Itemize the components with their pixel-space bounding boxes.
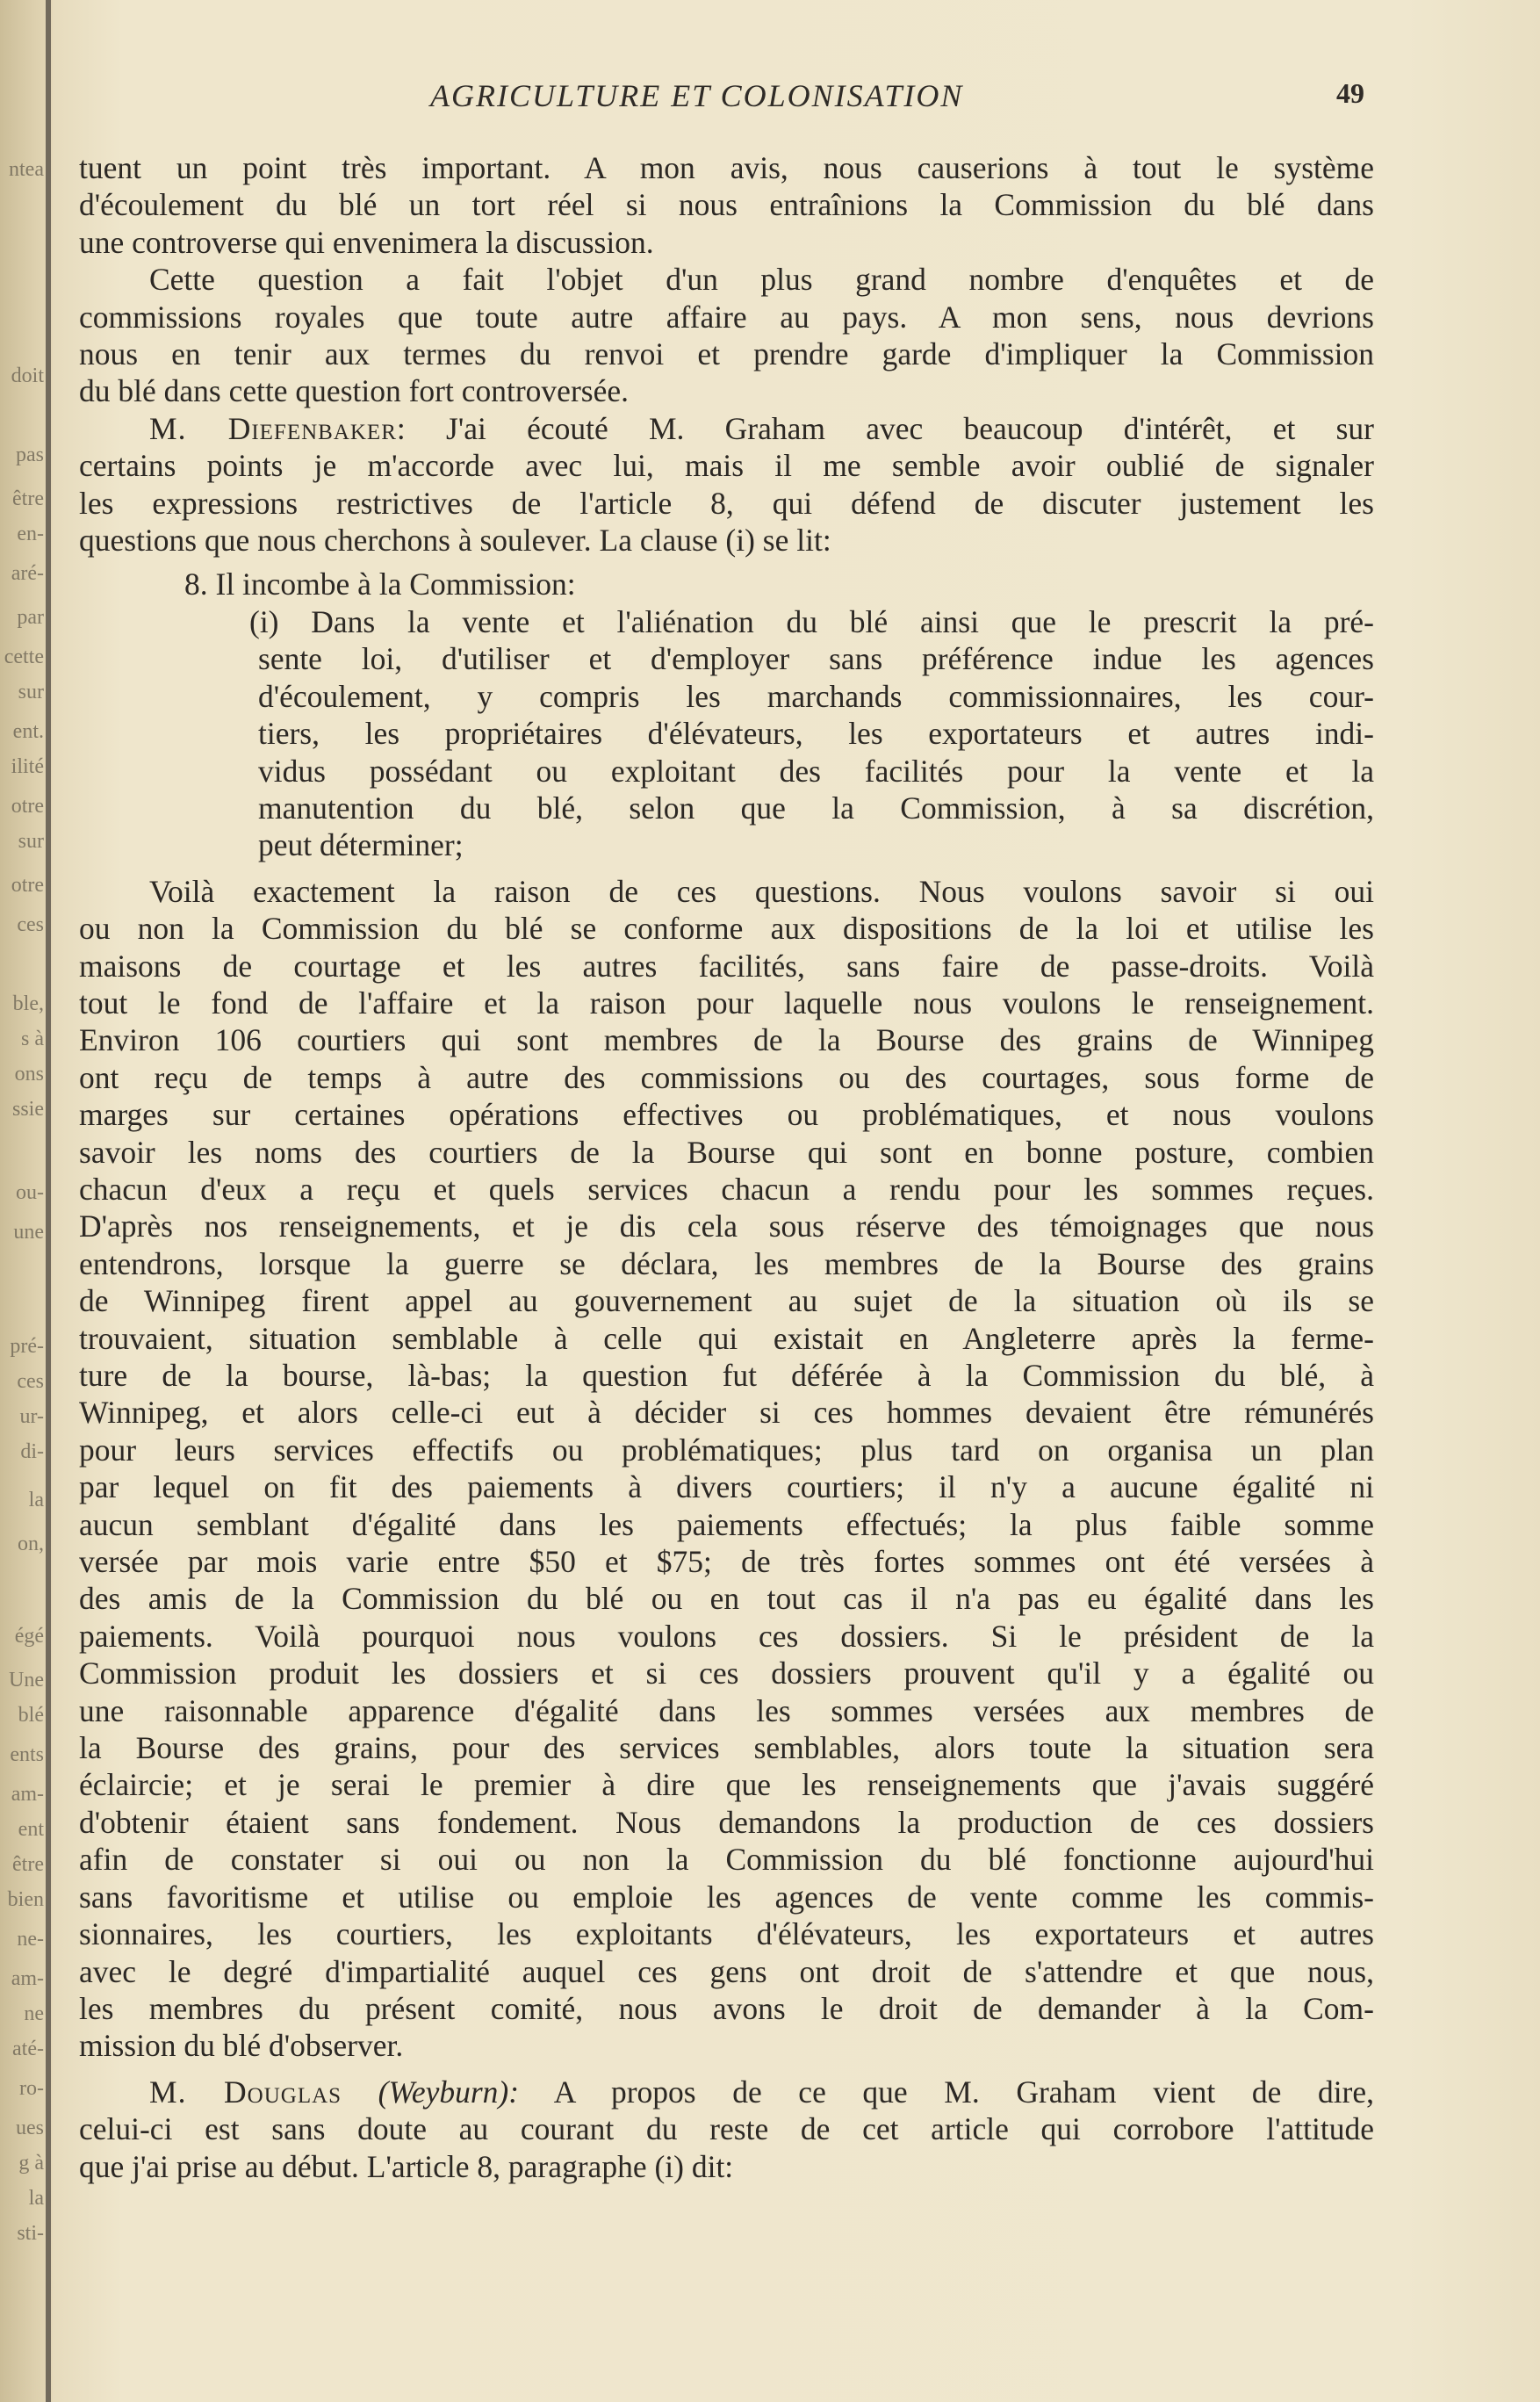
margin-bleed-fragment: égé: [14, 1625, 44, 1648]
paragraph-line: peut déterminer;: [258, 827, 464, 863]
paragraph-line: Voilà exactement la raison de ces questions. Nous voulons savoir si oui: [149, 873, 1374, 909]
margin-bleed-fragment: bien: [7, 1888, 44, 1911]
paragraph-line: D'après nos renseignements, et je dis cela sous réserve des témoignages que nous: [79, 1208, 1374, 1244]
margin-bleed-fragment: ents: [10, 1743, 44, 1766]
margin-bleed-fragment: am-: [11, 1967, 44, 1990]
margin-bleed-fragment: cette: [4, 646, 44, 668]
margin-bleed-fragment: ble,: [12, 992, 44, 1015]
paragraph-line: trouvaient, situation semblable à celle qui existait en Angleterre après la ferme-: [79, 1320, 1374, 1356]
paragraph-line: chacun d'eux a reçu et quels services chacun a rendu pour les sommes reçues.: [79, 1171, 1374, 1207]
margin-bleed-fragment: en-: [17, 523, 44, 545]
paragraph-line: de Winnipeg firent appel au gouvernement au sujet de la situation où ils se: [79, 1283, 1374, 1319]
paragraph-line: avec le degré d'impartialité auquel ces gens ont droit de s'attendre et que nous,: [79, 1953, 1374, 1989]
paragraph-line: par lequel on fit des paiements à divers courtiers; il n'y a aucune égalité ni: [79, 1469, 1374, 1505]
paragraph-line: commissions royales que toute autre affaire au pays. A mon sens, nous devrions: [79, 299, 1374, 335]
paragraph-line: tuent un point très important. A mon avis, nous causerions à tout le système: [79, 150, 1374, 185]
margin-bleed-fragment: otre: [11, 795, 44, 818]
paragraph-line: du blé dans cette question fort controversée.: [79, 373, 629, 409]
page-number: 49: [1336, 77, 1364, 109]
speaker-name: M. Diefenbaker: [149, 410, 397, 446]
paragraph-line: éclaircie; et je serai le premier à dire que les renseignements que j'avais suggéré: [79, 1767, 1374, 1803]
speaker-riding: (Weyburn):: [342, 2074, 520, 2110]
margin-bleed-fragment: être: [12, 487, 44, 510]
paragraph-line: nous en tenir aux termes du renvoi et prendre garde d'impliquer la Commission: [79, 336, 1374, 372]
margin-bleed-fragment: Une: [9, 1669, 44, 1691]
paragraph-line: [79, 410, 1374, 447]
header-title: AGRICULTURE ET COLONISATION: [430, 78, 964, 113]
paragraph-line: une controverse qui envenimera la discussion.: [79, 224, 654, 260]
speech-text: A propos de ce que M. Graham vient de dire,: [519, 2074, 1375, 2110]
margin-bleed-fragment: ent.: [12, 720, 44, 743]
paragraph-line: d'écoulement, y compris les marchands commissionnaires, les cour-: [258, 678, 1374, 714]
paragraph-line: ou non la Commission du blé se conforme aux dispositions de la loi et utilise les: [79, 911, 1374, 947]
paragraph-line: tout le fond de l'affaire et la raison pour laquelle nous voulons le renseignement.: [79, 985, 1374, 1021]
paragraph-line: vidus possédant ou exploitant des facilités pour la vente et la: [258, 753, 1374, 789]
paragraph-line: aucun semblant d'égalité dans les paiements effectués; la plus faible somme: [79, 1506, 1374, 1542]
paragraph-line: entendrons, lorsque la guerre se déclara, les membres de la Bourse des grains: [79, 1245, 1374, 1281]
paragraph-1: [79, 149, 1374, 261]
margin-bleed-fragment: par: [17, 606, 44, 629]
paragraph-line: marges sur certaines opérations effectives ou problématiques, et nous voulons: [79, 1097, 1374, 1133]
margin-bleed-fragment: aré-: [11, 562, 44, 585]
paragraph-line: sans favoritisme et utilise ou emploie les agences de vente comme les commis-: [79, 1879, 1374, 1915]
paragraph-line: pour leurs services effectifs ou problématiques; plus tard on organisa un plan: [79, 1432, 1374, 1468]
margin-bleed-fragment: g à: [18, 2152, 44, 2175]
margin-bleed-fragment: ces: [17, 1370, 44, 1393]
paragraph-5: [79, 2074, 1374, 2185]
margin-bleed-fragment: ou-: [16, 1181, 44, 1204]
paragraph-line: d'obtenir étaient sans fondement. Nous demandons la production de ces dossiers: [79, 1804, 1374, 1840]
paragraph-line: ont reçu de temps à autre des commissions ou des courtages, sous forme de: [79, 1059, 1374, 1095]
quote-block: [79, 603, 1374, 864]
margin-bleed-fragment: ro-: [19, 2077, 44, 2100]
paragraph-line: savoir les noms des courtiers de la Bourse qui sont en bonne posture, combien: [79, 1134, 1374, 1170]
paragraph-line: les expressions restrictives de l'article 8, qui défend de discuter justement les: [79, 485, 1374, 521]
paragraph-line: sente loi, d'utiliser et d'employer sans préférence indue les agences: [258, 641, 1374, 677]
paragraph-line: Commission produit les dossiers et si ces dossiers prouvent qu'il y a égalité ou: [79, 1655, 1374, 1691]
margin-bleed-fragment: ent: [18, 1818, 44, 1841]
paragraph-line: Environ 106 courtiers qui sont membres de la Bourse des grains de Winnipeg: [79, 1022, 1374, 1058]
speech-text: : J'ai écouté M. Graham avec beaucoup d'intérêt, et sur: [396, 410, 1374, 446]
paragraph-line: une raisonnable apparence d'égalité dans les sommes versées aux membres de: [79, 1692, 1374, 1728]
paragraph-line: celui-ci est sans doute au courant du reste de cet article qui corrobore l'attitude: [79, 2111, 1374, 2147]
speaker-name: M. Douglas: [149, 2074, 342, 2110]
paragraph-line: manutention du blé, selon que la Commission, à sa discrétion,: [258, 790, 1374, 826]
margin-bleed-fragment: la: [28, 2187, 44, 2210]
margin-bleed-fragment: être: [12, 1853, 44, 1876]
margin-bleed-fragment: ssie: [12, 1098, 44, 1121]
margin-bleed-fragment: am-: [11, 1783, 44, 1806]
margin-bleed-fragment: ons: [14, 1063, 44, 1086]
margin-bleed-fragment: di-: [20, 1440, 44, 1463]
margin-bleed-fragment: ues: [16, 2117, 44, 2139]
paragraph-line: afin de constater si oui ou non la Commission du blé fonctionne aujourd'hui: [79, 1842, 1374, 1878]
paragraph-line: ture de la bourse, là-bas; la question fut déférée à la Commission du blé, à: [79, 1358, 1374, 1393]
paragraph-line: [79, 2074, 1374, 2110]
paragraph-line: maisons de courtage et les autres facilités, sans faire de passe-droits. Voilà: [79, 948, 1374, 984]
margin-bleed-fragment: doit: [11, 364, 44, 387]
paragraph-line: (i) Dans la vente et l'aliénation du blé ainsi que le prescrit la pré-: [249, 603, 1374, 639]
margin-bleed-fragment: la: [28, 1489, 44, 1511]
paragraph-line: les membres du présent comité, nous avons le droit de demander à la Com-: [79, 1990, 1374, 2026]
margin-bleed-fragment: sur: [18, 830, 44, 853]
paragraph-line: tiers, les propriétaires d'élévateurs, les exportateurs et autres indi-: [258, 716, 1374, 752]
margin-bleed-fragment: ntea: [9, 158, 44, 181]
margin-bleed-fragment: blé: [18, 1704, 44, 1727]
margin-bleed-fragment: pas: [16, 444, 44, 466]
paragraph-line: Winnipeg, et alors celle-ci eut à décider si ces hommes devaient être rémunérés: [79, 1395, 1374, 1431]
margin-bleed-fragment: ur-: [19, 1405, 44, 1428]
margin-bleed-fragment: sur: [18, 681, 44, 703]
margin-bleed-fragment: otre: [11, 874, 44, 897]
paragraph-line: d'écoulement du blé un tort réel si nous entraînions la Commission du blé dans: [79, 187, 1374, 223]
paragraph-4: [79, 873, 1374, 2065]
margin-bleed-fragment: sti-: [17, 2222, 44, 2245]
paragraph-line: mission du blé d'observer.: [79, 2028, 404, 2064]
margin-bleed-fragment: on,: [18, 1533, 44, 1555]
paragraph-line: que j'ai prise au début. L'article 8, paragraphe (i) dit:: [79, 2148, 734, 2184]
paragraph-line: paiements. Voilà pourquoi nous voulons ces dossiers. Si le président de la: [79, 1618, 1374, 1654]
paragraph-line: Cette question a fait l'objet d'un plus grand nombre d'enquêtes et de: [149, 262, 1374, 298]
body-text: [79, 149, 1374, 2185]
paragraph-2: [79, 261, 1374, 410]
paragraph-line: sionnaires, les courtiers, les exploitants d'élévateurs, les exportateurs et autres: [79, 1916, 1374, 1952]
binding-shadow-line: [46, 0, 51, 2402]
paragraph-line: des amis de la Commission du blé ou en tout cas il n'a pas eu égalité dans les: [79, 1581, 1374, 1617]
margin-bleed-fragment: s à: [21, 1028, 44, 1050]
margin-bleed-fragment: ne-: [17, 1928, 44, 1951]
paragraph-line: questions que nous cherchons à soulever. La clause (i) se lit:: [79, 523, 831, 559]
paragraph-line: versée par mois varie entre $50 et $75; de très fortes sommes ont été versées à: [79, 1544, 1374, 1580]
margin-bleed-fragment: até-: [12, 2038, 44, 2060]
running-header: [0, 77, 1540, 121]
margin-bleed-fragment: ilité: [11, 755, 44, 778]
quote-heading: 8. Il incombe à la Commission:: [184, 566, 576, 602]
paragraph-line: la Bourse des grains, pour des services semblables, alors toute la situation sera: [79, 1730, 1374, 1766]
margin-bleed-fragment: ces: [17, 913, 44, 936]
margin-bleed-fragment: pré-: [10, 1335, 44, 1358]
paragraph-line: certains points je m'accorde avec lui, mais il me semble avoir oublié de signaler: [79, 448, 1374, 484]
margin-bleed-fragment: ne: [24, 2002, 44, 2025]
paragraph-3: [79, 410, 1374, 559]
margin-bleed-fragment: une: [13, 1221, 44, 1244]
